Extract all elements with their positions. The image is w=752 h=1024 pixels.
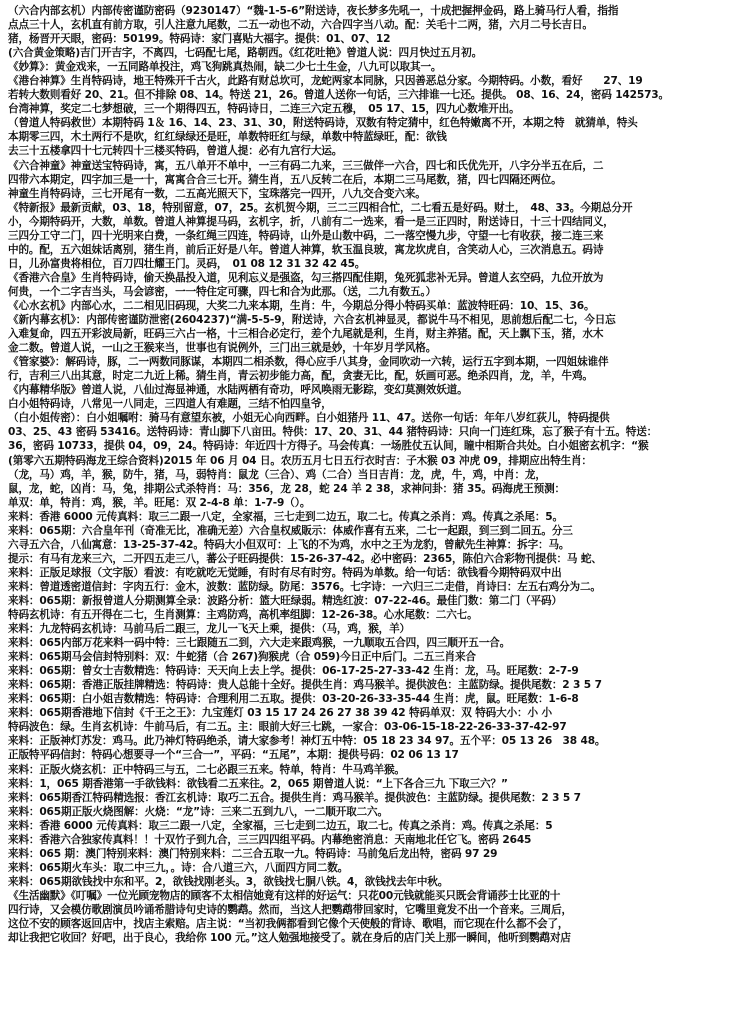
text-line: 36，密码 10733，提供 04，09，24。特码诗：年近四十方得子。马会传真：一场胜仗五认间，瞳中相斯合共处。白小姐密玄机字：“猴 — [8, 440, 649, 453]
text-line: （六合内部玄机）内部传密谨防密码（9230147）“魏-1-5-6”附送诗，夜长梦多先吼一，十成把握押金码，路上骑马行人看，指指 — [8, 5, 619, 17]
text-line: 《香港六合皇》生肖特码诗，偷天换晶投入道，见利忘义是强盗，勾三搭四配佳期，兔死狐悲补无异。曾道人玄空码，九位开放为 — [8, 271, 604, 284]
text-line — [8, 1001, 744, 1015]
text-line: 《特新报》最新贡献，03、18，特别留意，07，25。玄机贺今期，三二三四相合忙，二七看五是好码。财土， 48、33。今期总分开 — [8, 201, 633, 214]
text-line: 金二数。曾道人说，一山之王猴来当，世事也有说例外，三门出三就是妙，十年岁月学风格。 — [8, 342, 437, 355]
text-line: 入难复命，四五开彩波局新，旺码三六占一格，十三相合必定行，差个九尾就是利，生肖，财主养猪。配，天上飘下玉，猪，水木 — [8, 328, 604, 341]
text-line: （曾道人特码救世）本期特码 1＆ 16、14、23、31、30，附送特码诗，双数有特定猜中，红色特嫩离不开，本期之特 就猜单，特头 — [8, 117, 638, 130]
text-line: 若转大数则看好 20、21。但不排除 08、14。特送 21，26。曾道人送你一句话，三六排谁一七还。提供。 08、16、24，密码 142573。 — [8, 89, 669, 102]
text-line: 这位不安的顾客返回店中，找店主索赔。店主说：“当初我俩都看到它像个天使般的背诗、歌唱，而它现在什么都不会了， — [8, 918, 569, 931]
text-line: （白小姐传密）：白小姐嘱咐：骑马有意望东被，小姐无心向西畔。白小姐猪丹 11、47。送你一句话：年年八岁红荻儿，特码提供 — [8, 412, 610, 425]
text-line: 《管家婆》：解码诗，豚，二一两数同豚谋，本期四二相杀数，得心应手八其身，金同吹动一六转，运行五字到本期，一四姐妹谁伴 — [8, 356, 609, 369]
text-line: 来料：065 期：澳门特别来料：澳门特别来料：二三合五取一九。特码诗：马前兔后龙出特，密码 97 29 — [8, 847, 498, 860]
text-line: 来料：1，065 期香港第一手欲钱料：欲钱看二五来往。2，065 期曾道人说：“上下各合三九 下取三六？” — [8, 777, 508, 790]
text-line — [8, 959, 744, 973]
text-line: 点点三十人，玄机直有前方取，引人注意九尾数，二五一动也不动，六合四字当八动。配：关毛十二两，猪，六月二号长吉日。 — [8, 19, 593, 32]
text-line: 《生活幽默》《叮嘱》一位光顾宠物店的顾客不太相信她竟有这样的好运气：只花00元钱就能买只既会背诵莎士比亚的十 — [8, 889, 561, 902]
text-line — [8, 973, 744, 987]
text-line: 来料：正版火烧玄机：正中特码三与五，二七必跟三五来。特单，特肖：牛马鸡羊猴。 — [8, 763, 405, 776]
text-line: 《港台神算》生肖特码诗，地王特殊开千古火，此路有财总坎可，龙蛇两家本同脉，只因善恶总分家。今期特码。小数，看好 27、19 — [8, 75, 643, 88]
text-line: 来料：065期欲钱找中东和平。2，欲钱找刚老头。3，欲钱找七胴八铁。4，欲钱找去年中秋。 — [8, 875, 449, 888]
text-line: 去三十五楼拿四十七元转四十三楼买特码，曾道人提：必有九宫行大运。 — [8, 145, 343, 158]
text-line: 单双：单，特肖：鸡，猴，羊。旺尾：双 2-4-8 单：1-7-9（）。 — [8, 496, 311, 509]
text-line: 03、25、43 密码 53416。送特码诗：青山脚下八亩田。特供：17、20、31、44 猪特码诗：只向一门连红珠，忘了猴子有十五。特送： — [8, 426, 658, 439]
text-line: 来料：065期：新报曾道人分期测算全录：波路分析：篮大旺绿弱。精选红波：07-22-46。最佳门数：第二门（平码） — [8, 594, 562, 607]
text-line: 鼠，龙，蛇，凶肖：马，兔，排期公式杀特肖：马：356，龙 28，蛇 24 羊 2 38，求神问卦：猪 35。码海虎王预测： — [8, 482, 565, 495]
text-line: 正版特平码信封：特码心想要寻一个“三合一”，平码：“五尾”，本期：提供号码：02 06 13 17 — [8, 749, 459, 762]
text-line: 三四分工守二门，四十光明来白费，一条红绳三四连，特码诗，山外是山数中码，二一落空慢九步，守望一七有收获，接二连三来 — [8, 229, 604, 242]
text-line: 六寻五六合，八仙寓意：13-25-37-42。特码大小但双可：上飞的不为鸡，水中之王为龙豹，曾献先生神算：拆字：马。 — [8, 538, 570, 551]
text-line: 《新内幕玄机》：内部传密谨防泄密(2604237)“满-5-5-9，附送诗，六合玄机神显灵，都说牛马不相见，思前想后配二七，今日忘 — [8, 314, 616, 327]
text-line: 提示：有马有龙来三六，二开四五走三八，蕃公子旺码提供：15-26-37-42。必中密码：2365，陈伯六合彩物刊提供：马 蛇、 — [8, 552, 602, 565]
text-line: 神童生肖特码诗，三七开尾有一数，二五高光照天下，宝珠落完一四开，八九交合变六来。 — [8, 187, 426, 200]
text-line: 日，儿孙富贵将相位，百刀四壮耀王门。灵码， 01 08 12 31 32 42 45。 — [8, 257, 366, 270]
text-line: 特码玄机诗：有五开得在二七，生肖测算：主鸡防鸡，高机率组脚：12-26-38。心水尾数：二六七。 — [8, 609, 478, 622]
text-line: 来料：九龙特码玄机诗：马前马后二跟三，龙儿一飞天上乘，提供：（马，鸡，猴，羊） — [8, 623, 411, 636]
text-line: 来料：065期：曾女士吉数精选：特码诗：天天向上去上学。提供：06-17-25-27-33-42 生肖：龙，马。旺尾数：2-7-9 — [8, 665, 579, 678]
text-line: （龙，马）鸡，羊，猴，防牛，猪，马，弱特肖：鼠龙（三合）、鸡（二合）当日吉肖：龙，虎，牛，鸡，中肖：龙， — [8, 468, 546, 481]
text-line: 白小姐特码诗，八常见一八同走，三四道人有难题，三结不怕四皇爷， — [8, 398, 332, 411]
text-line: 来料：065期：白小姐吉数精选：特码诗：合理利用二五取。提供：03-20-26-33-35-44 生肖：虎，鼠。旺尾数：1-6-8 — [8, 693, 579, 706]
text-line: 却让我把它收回？好吧，出于良心，我给你 100 元。”这人勉强地接受了。就在身后的店门关上那一瞬间，他听到鹦鹉对店 — [8, 932, 571, 945]
text-line: 来料：065期香港地下信封《千王之王》：九宝莲灯 03 15 17 24 26 27 38 39 42 特码单双：双 特码大小：小 小 — [8, 707, 552, 720]
text-line: 来料：香港 6000 元传真料：取三二跟一八定，全家福，三七走到二边五，取二七。传真之杀肖：鸡。传真之杀尾：5。 — [8, 510, 563, 523]
text-line: 台湾神算，奖定二七梦想破，三一个期得四五，特码诗日，二连三六定五穆， 05 17、15，四九心数堆开出。 — [8, 103, 520, 116]
text-line: (六合黄金策略)吉门开吉字，不离四，七码配七尾，路朝西。《红花吐艳》曾道人说：四月快过五月初。 — [8, 47, 483, 60]
text-line: 来料：正版足球报（文字版）看波：有吃就吃无觉睡，有时有尽有时穷。特码为单数。给一句话：欲钱看今期特码双中出 — [8, 566, 562, 579]
text-line: 来料：065期马会信封特别料：双：牛蛇猪（合 267)狗猴虎（合 059)今日正中后门。二五三肖来合 — [8, 651, 476, 664]
text-line: 四带六本期定，四字加三是一十，寓寓合合三七开。猜生肖，五八反转二在后，本期二三马尾数，猪，四七四隔还两位。 — [8, 173, 562, 186]
text-line — [8, 987, 744, 1001]
text-line: (第零六五期特码海龙王综合资料)2015 年 06 月 04 日。农历五月七日五行衣时吉：子木猴 03 冲虎 09，排期应出特生肖： — [8, 454, 592, 467]
text-line — [8, 945, 744, 959]
text-line: 何贵，一个二字吉当头，马会谚密，一一特住定可骤，四七和合为此那。（送，二九有数五。） — [8, 285, 437, 298]
text-line: 来料：065期火车头：取二中三九，。诗：合八道三六，八面四方同二数。 — [8, 861, 349, 874]
text-line: 来料：065期：六合皇年刊（奇准无比，准确无差）六合皇权威販示：体威作喜有五来，二七一起跟，到三到二回五。分三 — [8, 524, 573, 537]
text-line: 《妙算》：黄金戏来，一五同路单投注，鸡飞狗跳真热闹，缺二少七土生金，八九可以取其一。 — [8, 61, 442, 74]
text-line: 来料：正版神灯苏发：鸡马。此乃神灯特码绝杀，请大家参考！神灯五中特：05 18 23 34 97。五个平：05 13 26 38 48。 — [8, 735, 606, 748]
text-line: 来料：065期香江特码精选报：香江玄机诗：取巧二五合。提供生肖：鸡马猴羊。提供波色：主蓝防绿。提供尾数：2 3 5 7 — [8, 791, 581, 804]
text-line: 来料：065期正版火烧图解：火烧：“龙”诗：三来二五到九八，一二顺开取二六。 — [8, 805, 388, 818]
text-line: 《心水玄机》内部心水，二二相见旧码现，大奖二九来本期，生肖：牛，今期总分得小特码买单：蓝波特旺码：10、15、36。 — [8, 299, 595, 312]
text-line: 来料：曾道透密道信封：字肉五行：金木，波数：蓝防绿。防尾：3576。七字诗：一六归三二走借，肖诗曰：左五右鸡分为二。 — [8, 580, 601, 593]
text-line: 《内幕精华版》曾道人说，八仙过海显神通，水陆两栖有奇功，呼风唤雨无影踪，变幻莫测效妖道。 — [8, 384, 468, 397]
text-line: 中的。配，五六姐妹话离别，猪生肖，前后正好是八年。曾道人神算，软玉温良玻，寓龙坎虎自，含笑动人心，三次消息五。码诗 — [8, 243, 604, 256]
text-line: 特码波色：绿。生肖玄机诗：牛前马后，有二五。主：眼前大好三七跳，一家合：03-06-15-18-22-26-33-37-42-97 — [8, 721, 567, 734]
text-line: 本期零三四，木土两行不是吹，红红绿绿还是旺，单数特旺红与绿，单数中特蓝绿旺，配：欲钱 — [8, 131, 447, 144]
text-line: 小，今期特码开，大数，单数。曾道人神算提马码，玄机字，折，八前有二一选来，看一是三正四时，附送诗日，十三十四结同义， — [8, 215, 614, 228]
text-line: 来料：香港六合独家传真料！！十双竹子到九合，三三四四组平码。内幕绝密消息：天南地北任它飞。密码 2645 — [8, 833, 532, 846]
text-line: 行，吉利三八出其意，时定二九近上稀。猜生肖，青云初步能力高，配，贪妻无比，配，妖画可恶。绝杀四肖，龙，羊，牛鸡。 — [8, 370, 593, 383]
text-line: 猪，杨晋开天眼，密码：50199。特码诗：家门喜贴大福字。提供：01、07、12 — [8, 33, 391, 46]
text-line: 《六合神童》神童送宝特码诗，寓，五八单开不单中，一三有码二九来，三三做伴一六合，四七和氏优先开，八字分半五在后，二 — [8, 159, 604, 172]
text-line: 来料：香港 6000 元传真料：取三二跟一八定，全家福，三七走到二边五，取二七。传真之杀肖：鸡。传真之杀尾：5 — [8, 819, 553, 832]
text-line: 来料：065内部万花来料一码中特：三七跟随五二到，六大走来跟鸡猴，一九顺取五合四，四三顺开五一合。 — [8, 637, 511, 650]
text-line: 来料：065期：香港正版挂牌精选：特码诗：贵人总能十全好。提供生肖：鸡马猴羊。提供波色：主蓝防绿。提供尾数：2 3 5 7 — [8, 679, 602, 692]
text-line: 四行诗，又会模仿歌剧演员吟诵希腊诗句史诗的鹦鹉。然而，当这人把鹦鹉带回家时，它嘴里竟发不出一个音来。三周后， — [8, 904, 572, 916]
